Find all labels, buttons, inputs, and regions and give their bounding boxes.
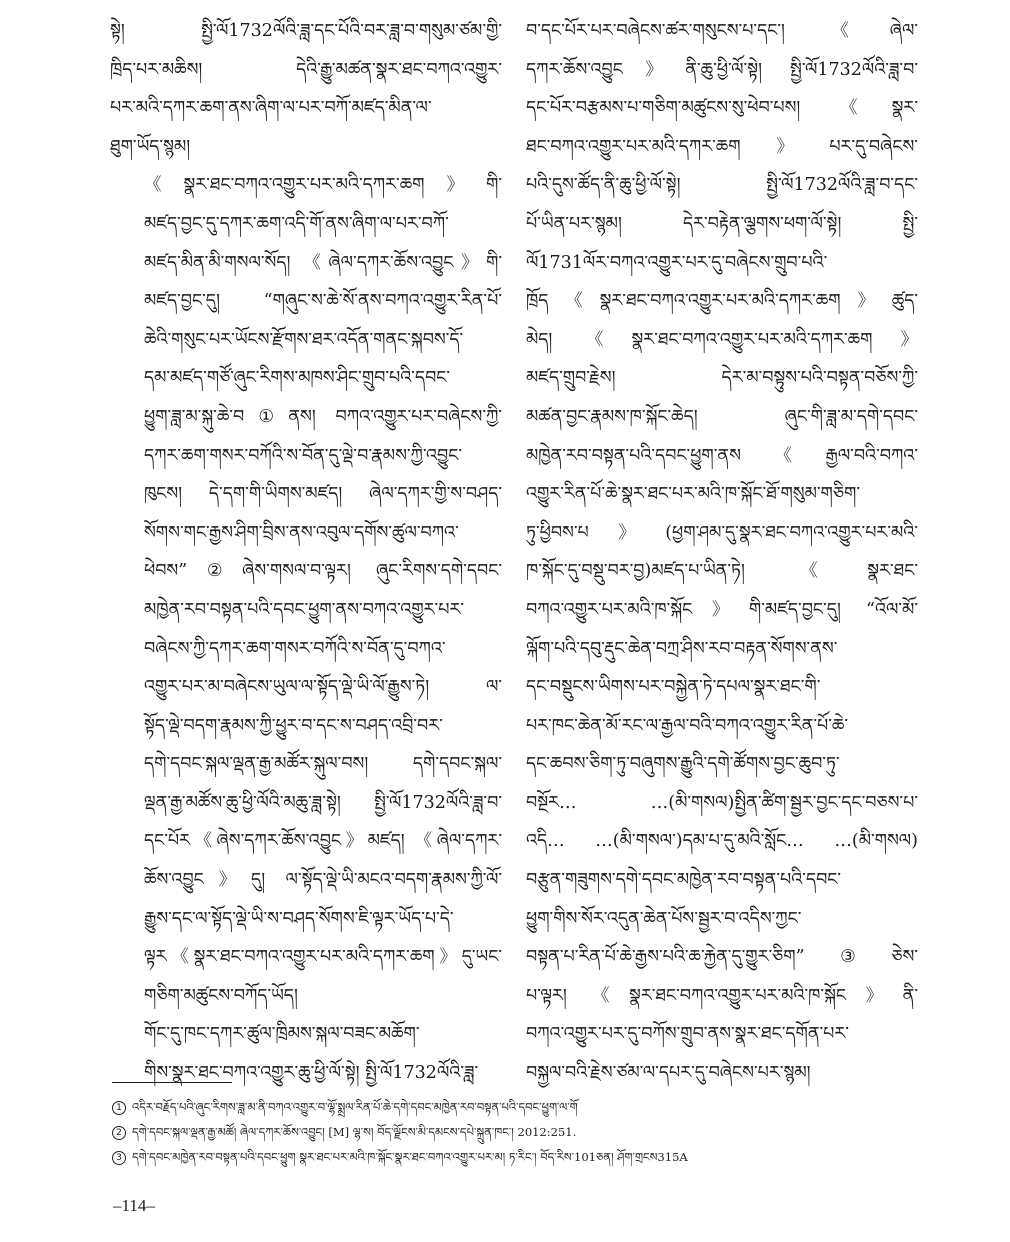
text-line: མཛད་བྱང་དུ་དཀར་ཆག་འདི་གོ་ནས་ཞིག་ལ་པར་བཀོ་: [144, 213, 449, 234]
text-line: པར་མའི་དཀར་ཆག་ནས་ཞིག་ལ་པར་བཀོ་མཛད་མིན་ལ་: [110, 98, 432, 119]
text-line: པའི་དུས་ཚོད་ནི་ཆུ་ཕྱི་ལོ་སྟེ། སྤྱི་ལོ1732ལོའི་ཟླ་བ་དང་: [526, 175, 918, 196]
text-line: པོ་ཡིན་པར་སྙམ། དེར་བརྟེན་ལྕགས་ཕག་ལོ་སྟེ། སྤྱི་: [526, 213, 918, 234]
text-line: དམ་མཛད་གཙོ་ཞུང་རིགས་མཁས་ཤིང་གྲུབ་པའི་དབང་: [144, 368, 451, 389]
footnote: [112, 1095, 892, 1120]
text-line: ཐུག་ཡོད་སྙམ།: [110, 136, 191, 157]
text-line: སྟོད་ལྡེ་བདག་རྣམས་ཀྱི་ཕྱུར་བ་དང་ས་བཤད་འབྲི་བར་: [144, 715, 443, 736]
text-line: བསྐྱལ་བའི་རྗེས་ཙམ་ལ་དཔར་དུ་བཞེངས་པར་སྙམ།: [526, 1063, 811, 1084]
text-line: ཁ་སྐོང་དུ་བསྡུ་བར་བྱ)མཛད་པ་ཡིན་ཏེ། 《སྣར་ཐང་: [526, 561, 918, 582]
text-line: དང་པོར་བརྩམས་པ་གཅིག་མཚུངས་སུ་ཕེབ་པས། 《སྣར་: [526, 98, 918, 119]
text-line: ཕེབས”②ཞེས་གསལ་བ་ལྟར། ཞུང་རིགས་དགེ་དབང་: [144, 561, 502, 582]
text-line: རྒྱུས་དང་ལ་སྟོད་ལྡེ་ཡི་ས་བཤད་སོགས་ཇི་ལྟར་ཡོད་པ་དེ་: [144, 908, 454, 929]
text-line: གིས་སྣར་ཐང་བཀའ་འགྱུར་ཆུ་ཕྱི་ལོ་སྟེ། སྤྱི་ལོ1732ལོའི་ཟླ་: [144, 1063, 479, 1084]
text-line: སྟེ། སྤྱི་ལོ1732ལོའི་ཟླ་དང་པོའི་བར་ཟླ་བ་གསུམ་ཙམ་གྱི་: [110, 21, 502, 41]
footnote: [112, 1145, 892, 1170]
text-line: དང་ཆབས་ཅིག་ཏུ་བཞུགས་རྒྱུའི་དགེ་ཚོགས་བྱང་ཆུབ་ཏུ་: [526, 754, 840, 775]
footnote: [112, 1120, 892, 1145]
text-line: བསྔོར… …(མི་གསལ)སྤྱིན་ཚིག་སྦྱར་བྱང་དང་བཅས་པ་: [526, 792, 918, 813]
text-line: ལྐོག་པའི་དབུ་རྡུང་ཆེན་བཀྲ་ཤིས་རབ་བརྟན་སོགས་ནས་: [526, 638, 838, 659]
text-line: ལྟར《སྣར་ཐང་བཀའ་འགྱུར་པར་མའི་དཀར་ཆག》དུ་ཡང་: [144, 947, 502, 968]
text-line: ཁྲིད་པར་མཆིས། དེའི་རྒྱུ་མཚན་སྣར་ཐང་བཀའ་འགྱུར་: [110, 59, 502, 80]
text-line: མེད། 《སྣར་ཐང་བཀའ་འགྱུར་པར་མའི་དཀར་ཆག》: [526, 329, 918, 350]
footnote-text: འདིར་བརྗོད་པའི་ཞུང་རིགས་ཟླ་མ་ནི་བཀའ་འགྱུར་བ་ལྷོ་སྨྲལ་རིན་པོ་ཆེ་དགེ་དབང་མཁྱེན་རབ་བསྟན་པའི་དབང་ཕྱུག་ལ་གོ: [132, 1100, 578, 1114]
paragraph: [110, 12, 502, 166]
text-line: བཀའ་འགྱུར་པར་མའི་ཁ་སྐོང》གི་མཛད་བྱང་དུ། “འོལ་མོ་: [526, 599, 918, 620]
text-line: ཆོས་འབྱུང》དུ། ལ་སྟོད་ལྡེ་ཡི་མངའ་བདག་རྣམས་ཀྱི་ལོ་: [144, 870, 502, 891]
text-line: གོང་དུ་ཁང་དཀར་ཚུལ་ཁྲིམས་སྐལ་བཟང་མཆོག་: [144, 1024, 420, 1045]
text-line: བསྟན་པ་རིན་པོ་ཆེ་རྒྱས་པའི་ཆ་རྐྱེན་དུ་གྱུར་ཅིག”③ཅེས་: [526, 947, 918, 968]
text-line: མཁྱེན་རབ་བསྟན་པའི་དབང་ཕྱུག་ནས་བཀའ་འགྱུར་པར་: [144, 599, 465, 620]
text-line: ཕྱུག་གིས་སོར་འདུན་ཆེན་པོས་སྦྱར་བ་འདིས་ཀྱང་: [526, 908, 802, 929]
footnote-number: 1: [112, 1101, 126, 1115]
text-line: དཀར་ཆོས་འབྱུང》ནི་ཆུ་ཕྱི་ལོ་སྟེ། སྤྱི་ལོ1732ལོའི་ཟླ་བ་: [526, 59, 918, 80]
footnotes: [112, 1095, 892, 1170]
text-line: དཀར་ཆག་གསར་བཀོའི་ས་བོན་དུ་ལྡེ་བ་རྣམས་ཀྱི་འབྱུང་: [144, 445, 463, 466]
paragraph: [110, 166, 502, 1015]
footnote-separator: [112, 1082, 232, 1083]
page-number: –114–: [113, 1196, 155, 1215]
text-line: བ་དང་པོར་པར་བཞེངས་ཚར་གསུངས་པ་དང་། 《ཞེལ་: [526, 21, 918, 41]
text-line: སོགས་གང་རྒྱས་ཤིག་བྲིས་ནས་འབུལ་དགོས་ཚུལ་བཀའ་: [144, 522, 459, 543]
text-line: བཞེངས་ཀྱི་དཀར་ཆག་གསར་བཀོའི་ས་བོན་དུ་བཀའ་: [144, 638, 446, 659]
paragraph: [526, 12, 918, 1093]
text-line: བརྩུན་གཟུགས་དགེ་དབང་མཁྱེན་རབ་བསྟན་པའི་དབང་: [526, 870, 842, 891]
text-line: ཏུ་ཕྱིབས་པ》(ཕྱག་ཤམ་དུ་སྣར་ཐང་བཀའ་འགྱུར་པར་མའི་: [526, 522, 918, 543]
text-line: མཚན་བྱང་རྣམས་ཁ་སྐོང་ཆེད། ཞུང་གི་ཟླ་མ་དགེ་དབང་: [526, 406, 918, 427]
text-line: མཛད་མིན་མི་གསལ་སོད། 《ཞེལ་དཀར་ཆོས་འབྱུང》གི་: [144, 252, 502, 273]
left-text-column: [110, 12, 502, 1093]
text-line: མཛད་གྲུབ་རྗེས། དེར་མ་བསྟུས་པའི་བསྟན་བཅོས་ཀྱི་: [526, 368, 918, 389]
footnote-number: 2: [112, 1126, 126, 1140]
right-text-column: [526, 12, 918, 1093]
text-line: འདི… …(མི་གསལ་)དམ་པ་དུ་མའི་སློང… …(མི་གསལ): [526, 831, 918, 852]
text-line: ཁྲོད《སྣར་ཐང་བཀའ་འགྱུར་པར་མའི་དཀར་ཆག》ཚུད་: [526, 291, 918, 312]
footnote-text: དགེ་དབང་མཁྱེན་རབ་བསྟན་པའི་དབང་ཕྱུག སྣར་ཐང་པར་མའི་ཁ་སྐོང་སྣར་ཐང་བཀའ་འགྱུར་པར་མ། ཏ་རིང་། བོད་རིས་101ཅན། ཤོག་གྲངས315A: [132, 1150, 688, 1164]
text-line: ཁུངས། དེ་དག་གི་ཡིགས་མཛད། ཞེལ་དཀར་གྱི་ས་བཤད་: [144, 484, 502, 505]
text-line: མཛད་བྱང་དུ། “གཞུང་ས་ཆེ་སོ་ནས་བཀའ་འགྱུར་རིན་པོ་: [144, 291, 502, 312]
text-line: དང་བསྡུངས་ཡིགས་པར་བསྐྱེན་ཏེ་དཔལ་སྣར་ཐང་གི་: [526, 677, 821, 698]
text-line: དགེ་དབང་སྐལ་ལྡན་རྒྱ་མཚོར་སྐུལ་བས། དགེ་དབང་སྐལ་: [144, 754, 502, 775]
footnote-text: དགེ་དབང་སྐལ་ལྡན་རྒྱ་མཚོ། ཞེལ་དཀར་ཆོས་འབྱུང། [M] ལྷ་ས། བོད་ལྗོངས་མི་དམངས་དཔེ་སྐྲུན་ཁང་། 2012:251.: [132, 1125, 577, 1139]
text-line: ཐང་བཀའ་འགྱུར་པར་མའི་དཀར་ཆག》པར་དུ་བཞེངས་: [526, 136, 918, 157]
text-line: ལོ1731ལོར་བཀའ་འགྱུར་པར་དུ་བཞེངས་གྲུབ་པའི་: [526, 252, 828, 273]
text-line: པ་ལྟར། 《སྣར་ཐང་བཀའ་འགྱུར་པར་མའི་ཁ་སྐོང》ནི་: [526, 985, 918, 1006]
text-line: ཆེའི་གསུང་པར་ཡོངས་རྫོགས་ཐར་འདོན་གནང་སྐབས་དོ་: [144, 329, 464, 350]
text-line: ཕྱུག་ཟླ་མ་སྐུ་ཆེ་བ①ནས། བཀའ་འགྱུར་པར་བཞེངས་ཀྱི་: [144, 406, 502, 427]
text-line: གཅིག་མཚུངས་བཀོད་ཡོད།: [144, 985, 298, 1006]
text-line: ལྡན་རྒྱ་མཚོས་ཆུ་ཕྱི་ལོའི་མཆུ་ཟླ་སྟེ། སྤྱི་ལོ1732ལོའི་ཟླ་བ་: [144, 792, 502, 813]
text-line: འགྱུར་རིན་པོ་ཆེ་སྣར་ཐང་པར་མའི་ཁ་སྐོང་ཐོ་གསུམ་གཅིག་: [526, 484, 861, 505]
footnote-number: 3: [112, 1151, 126, 1165]
text-line: བཀའ་འགྱུར་པར་དུ་བཀོས་གྲུབ་ནས་སྣར་ཐང་དགོན་པར་: [526, 1024, 849, 1045]
text-line: མཁྱེན་རབ་བསྟན་པའི་དབང་ཕྱུག་ནས《རྒྱལ་བའི་བཀའ་: [526, 445, 918, 466]
text-line: པར་ཁང་ཆེན་མོ་རང་ལ་རྒྱལ་བའི་བཀའ་འགྱུར་རིན་པོ་ཆེ་: [526, 715, 849, 736]
text-line: འགྱུར་པར་མ་བཞེངས་ཡུལ་ལ་སྟོད་ལྡེ་ཡི་ལོ་རྒྱུས་ཏེ། ལ་: [144, 677, 502, 698]
text-line: 《སྣར་ཐང་བཀའ་འགྱུར་པར་མའི་དཀར་ཆག》གི་: [144, 175, 502, 196]
text-line: དང་པོར《ཞེས་དཀར་ཆོས་འབྱུང》མཛད། 《ཞེལ་དཀར་: [144, 831, 502, 852]
